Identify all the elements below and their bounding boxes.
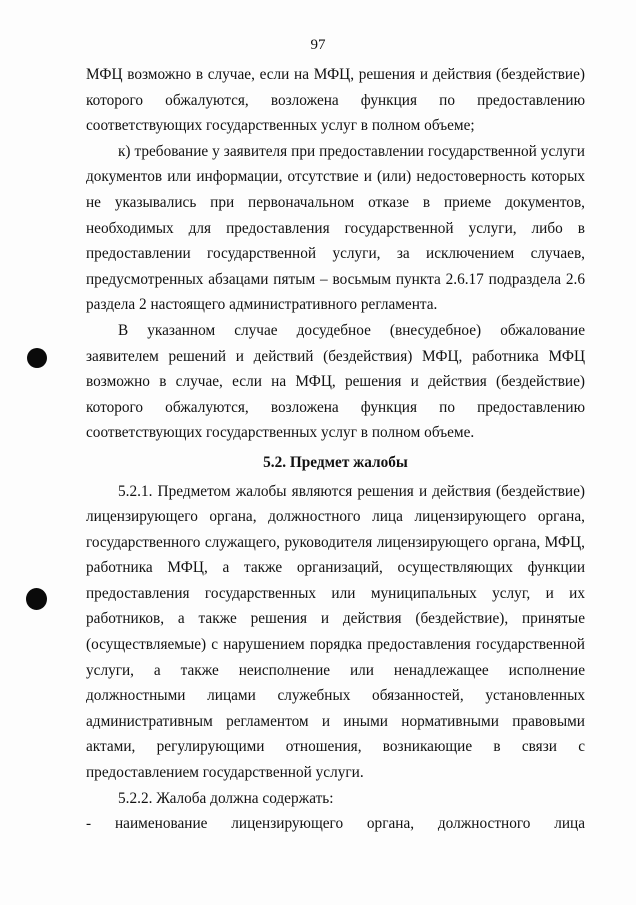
punch-hole-mark (26, 588, 47, 610)
punch-hole-mark (27, 348, 47, 368)
paragraph-item-k: к) требование у заявителя при предоставлении государственной услуги документов или информации, отсутствие и (или) недостоверность которых не указывались при первоначальном отказе в приеме документов, необходимых для предоставления государственной услуги, либо в предоставлении государственной услуги, за исключением случаев, предусмотренных абзацами пятым – восьмым пункта 2.6.17 подраздела 2.6 раздела 2 настоящего административного регламента. (86, 142, 585, 314)
page-number: 97 (310, 37, 326, 53)
list-item-text: наименование лицензирующего органа, должностного лица (115, 815, 585, 833)
paragraph-5-2-1: 5.2.1. Предметом жалобы являются решения и действия (бездействие) лицензирующего органа, должностного лица лицензирующего органа, государственного служащего, руководителя лицензирующего органа, МФЦ, работника МФЦ, а также организаций, осуществляющих функции предоставления государственных или муниципальных услуг, и их работников, а также решения и действия (бездействие), принятые (осуществляемые) с нарушением порядка предоставления государственной услуги, а также неисполнение или ненадлежащее исполнение должностными лицами служебных обязанностей, установленных административным регламентом и иными нормативными правовыми актами, регулирующими отношения, возникающие в связи с предоставлением государственной услуги. (86, 482, 585, 782)
list-item (86, 811, 585, 837)
document-body (86, 62, 585, 837)
paragraph-5-2-2: 5.2.2. Жалоба должна содержать: (118, 789, 334, 807)
section-heading: 5.2. Предмет жалобы (263, 453, 408, 471)
dash-marker: - (86, 815, 92, 833)
paragraph-mfc-appeal: В указанном случае досудебное (внесудебное) обжалование заявителем решений и действий (бездействия) МФЦ, работника МФЦ возможно в случае, если на МФЦ, решения и действия (бездействие) которого обжалуются, возложена функция по предоставлению соответствующих государственных услуг в полном объеме. (86, 321, 585, 442)
paragraph-continuation: МФЦ возможно в случае, если на МФЦ, решения и действия (бездействие) которого обжалуются, возложена функция по предоставлению соответствующих государственных услуг в полном объеме; (86, 66, 585, 135)
